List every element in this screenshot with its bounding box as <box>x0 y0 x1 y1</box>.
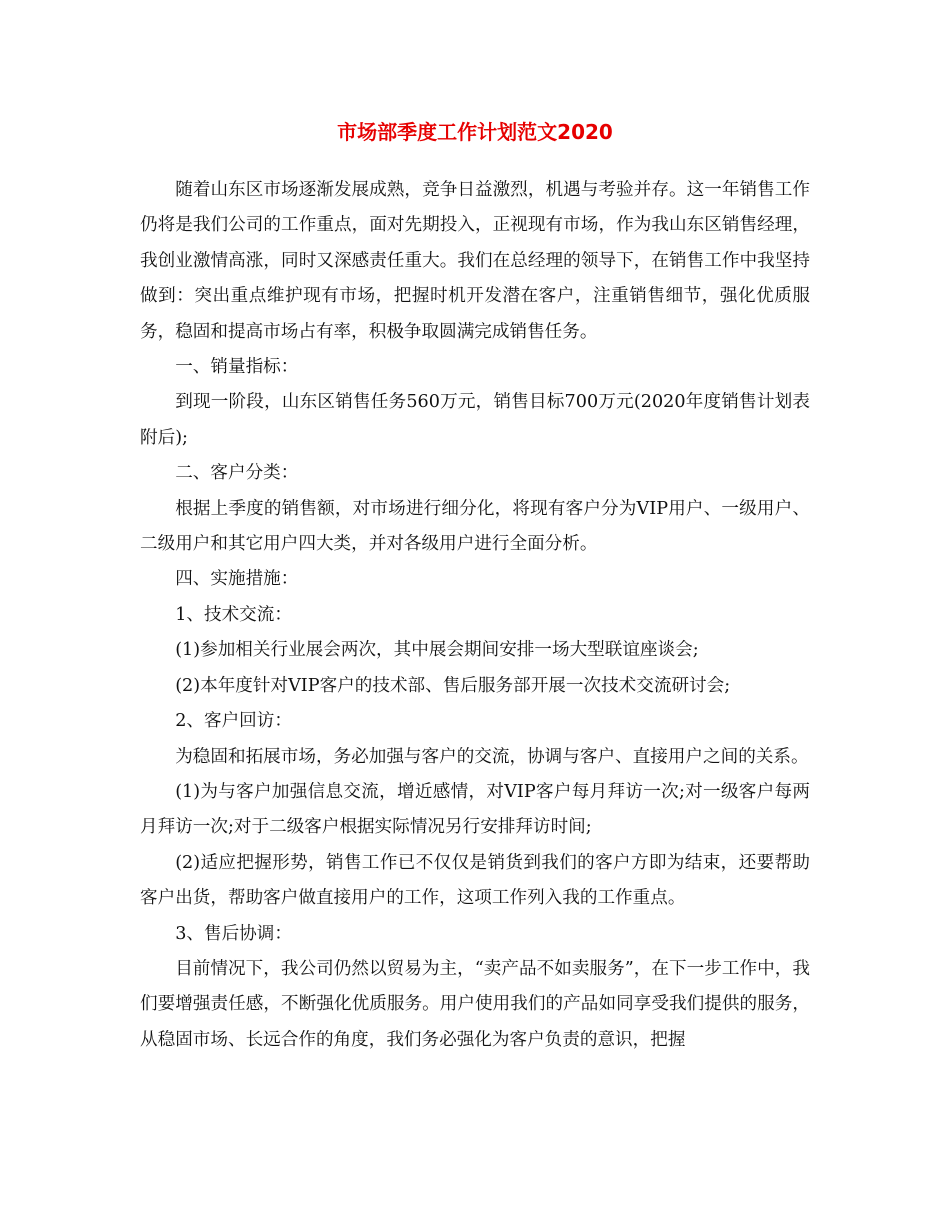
section-heading-sales-target: 一、销量指标： <box>175 357 299 378</box>
document-title: 市场部季度工作计划范文2020 <box>337 120 613 144</box>
paragraph-sales-target: 到现一阶段，山东区销售任务560万元，销售目标700万元(2020年度销售计划表附后); <box>140 392 810 448</box>
list-item-exhibition: (1)参加相关行业展会两次，其中展会期间安排一场大型联谊座谈会; <box>175 640 699 661</box>
document-body <box>140 173 810 1058</box>
list-item-visit-schedule: (1)为与客户加强信息交流，增近感情，对VIP客户每月拜访一次;对一级客户每两月拜访一次;对于二级客户根据实际情况另行安排拜访时间; <box>140 781 810 838</box>
subheading-customer-visits: 2、客户回访： <box>175 711 292 732</box>
list-item-sales-support: (2)适应把握形势，销售工作已不仅仅是销货到我们的客户方即为结束，还要帮助客户出货，帮助客户做直接用户的工作，这项工作列入我的工作重点。 <box>140 852 810 909</box>
paragraph-intro: 随着山东区市场逐渐发展成熟，竞争日益激烈，机遇与考验并存。这一年销售工作仍将是我们公司的工作重点，面对先期投入，正视现有市场，作为我山东区销售经理，我创业激情高涨，同时又深感责任重大。我们在总经理的领导下，在销售工作中我坚持做到：突出重点维护现有市场，把握时机开发潜在客户，注重销售细节，强化优质服务，稳固和提高市场占有率，积极争取圆满完成销售任务。 <box>140 180 810 342</box>
paragraph-customer-classification: 根据上季度的销售额，对市场进行细分化，将现有客户分为VIP用户、一级用户、二级用户和其它用户四大类，并对各级用户进行全面分析。 <box>140 498 810 555</box>
section-heading-customer-classification: 二、客户分类： <box>175 463 299 484</box>
section-heading-measures: 四、实施措施： <box>175 569 299 590</box>
subheading-after-sales: 3、售后协调： <box>175 923 292 944</box>
paragraph-after-sales: 目前情况下，我公司仍然以贸易为主，“卖产品不如卖服务”，在下一步工作中，我们要增强责任感，不断强化优质服务。用户使用我们的产品如同享受我们提供的服务，从稳固市场、长远合作的角度，我们务必强化为客户负责的意识，把握 <box>140 958 810 1050</box>
paragraph-customer-visits: 为稳固和拓展市场，务必加强与客户的交流，协调与客户、直接用户之间的关系。 <box>175 746 809 767</box>
subheading-technical-exchange: 1、技术交流： <box>175 604 292 625</box>
list-item-seminar: (2)本年度针对VIP客户的技术部、售后服务部开展一次技术交流研讨会; <box>175 675 731 696</box>
